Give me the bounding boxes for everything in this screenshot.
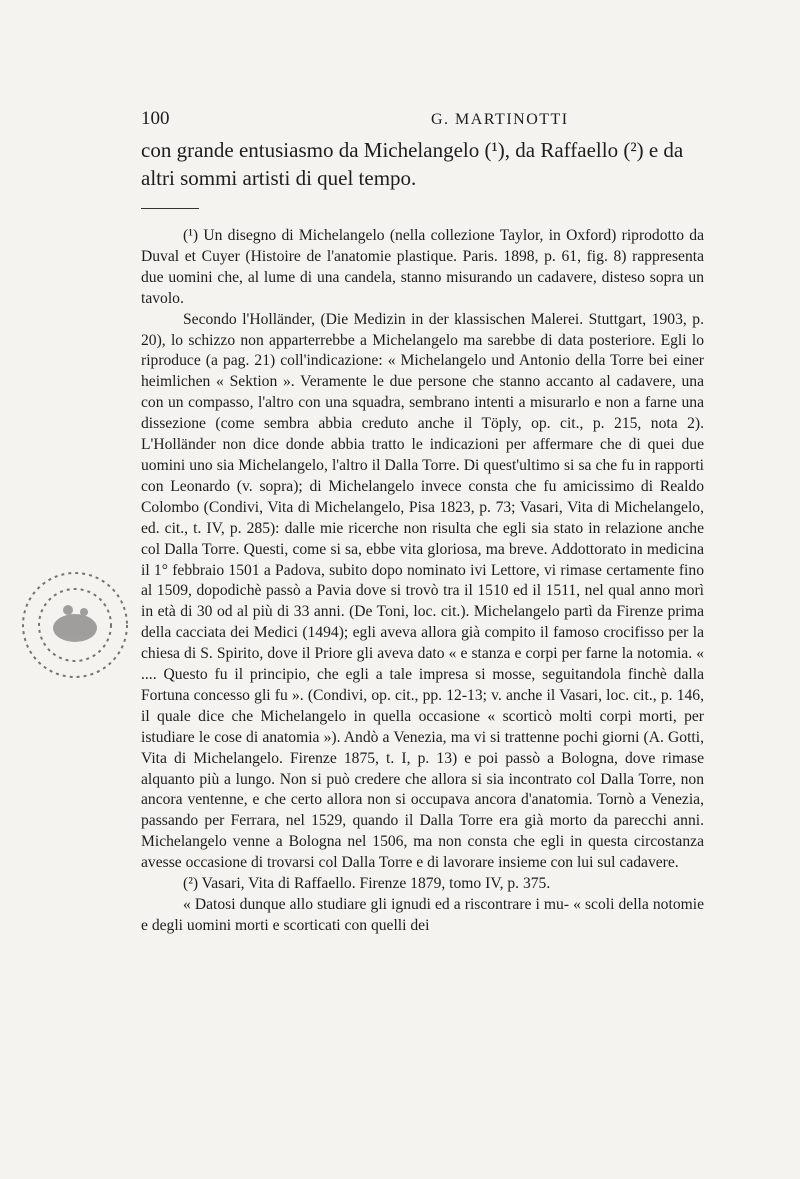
footnote-1: (¹) Un disegno di Michelangelo (nella collezione Taylor, in Oxford) riprodotto da Duval et Cuyer (Histoire de l'anatomie plastique. Paris. 1898, p. 61, fig. 8) rappresenta due uomini che, al lume di una candela, stanno misurando un cadavere, disteso sopra un tavolo. (141, 227, 704, 307)
main-text: con grande entusiasmo da Michelangelo (¹), da Raffaello (²) e da altri sommi artisti di quel tempo. (141, 138, 684, 190)
running-head: G. MARTINOTTI (431, 111, 569, 128)
footnote-1-continued: Secondo l'Holländer, (Die Medizin in der klassischen Malerei. Stuttgart, 1903, p. 20), lo schizzo non apparterrebbe a Michelangelo ma sarebbe di data posteriore. Egli lo riproduce (a pag. 21) coll'indicazione: « Michelangelo und Antonio della Torre bei einer heimlichen « Sektion ». Veramente le due persone che stanno accanto al cadavere, una con un compasso, l'altro con una squadra, sembrano intenti a misurarlo e non a farne una dissezione (come sembra abbia creduto anche il Töply, op. cit., p. 215, nota 2). L'Holländer non dice donde abbia tratto le indicazioni per affermare che di quei due uomini uno sia Michelangelo, l'altro il Dalla Torre. Di quest'ultimo si sa che fu in rapporti con Leonardo (v. sopra); di Michelangelo invece consta che fu amicissimo di Realdo Colombo (Condivi, Vita di Michelangelo, Pisa 1823, p. 73; Vasari, Vita di Michelangelo, ed. cit., t. IV, p. 285): dalle mie ricerche non risulta che egli sia stato in relazione anche col Dalla Torre. Questi, come si sa, ebbe vita gloriosa, ma breve. Addottorato in medicina il 1° febbraio 1501 a Padova, subito dopo nominato ivi Lettore, vi rimase certamente fino al 1509, dopodichè passò a Pavia dove si trovò tra il 1510 ed il 1511, nel qual anno morì in età di 30 od al più di 33 anni. (De Toni, loc. cit.). Michelangelo partì da Firenze prima della cacciata dei Medici (1494); egli aveva allora già compito il famoso crocifisso per la chiesa di S. Spirito, dove il Priore gli aveva dato « e stanza e corpi per farne la notomia. « .... Questo fu il principio, che egli a tale impresa si mosse, seguitandola finchè dalla Fortuna concesso gli fu ». (Condivi, op. cit., pp. 12-13; v. anche il Vasari, loc. cit., p. 146, il quale dice che Michelangelo in quella occasione « scorticò molti corpi morti, per istudiare le cose di anatomia »). Andò a Venezia, ma vi si trattenne pochi giorni (A. Gotti, Vita di Michelangelo. Firenze 1875, t. I, p. 13) e poi passò a Bologna, dove rimase alquanto più a lungo. Non si può credere che allora si sia incontrato col Dalla Torre, non ancora ventenne, e che certo allora non si occupava ancora d'anatomia. Tornò a Venezia, passando per Ferrara, nel 1529, quando il Dalla Torre era già morto da parecchi anni. Michelangelo venne a Bologna nel 1506, ma non consta che egli in questa circostanza avesse occasione di trovarsi col Dalla Torre e di lavorare insieme con lui sul cadavere. (141, 310, 704, 872)
footnote-2-continued: « Datosi dunque allo studiare gli ignudi ed a riscontrare i mu- « scoli della notomie e degli uomini morti e scorticati con quelli dei (141, 896, 704, 934)
page-header (141, 108, 721, 132)
footnote-rule (141, 208, 199, 209)
footnote-2: (²) Vasari, Vita di Raffaello. Firenze 1879, tomo IV, p. 375. (183, 875, 551, 893)
library-stamp (10, 540, 140, 710)
page-number: 100 (141, 108, 170, 129)
footnotes (141, 226, 704, 937)
